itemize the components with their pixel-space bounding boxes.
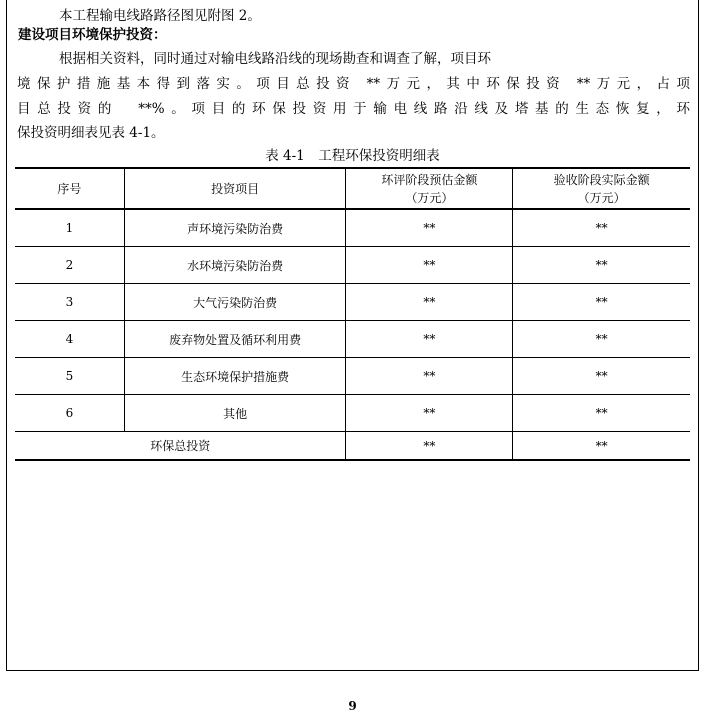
header-actual-label: 验收阶段实际金额 [553,172,650,187]
row-actual: ** [513,284,690,321]
total-row [15,432,690,461]
row-item: 生态环境保护措施费 [124,358,346,395]
row-item: 声环境污染防治费 [124,209,346,247]
section-heading: 建设项目环境保护投资： [18,27,167,43]
table-row [15,321,690,358]
row-index: 3 [15,284,124,321]
row-estimate: ** [346,284,513,321]
table-row [15,395,690,432]
row-actual: ** [513,247,690,284]
paragraph-line-2: 境保护措施基本得到落实。项目总投资 **万元，其中环保投资 **万元，占项 [17,76,690,92]
row-index: 5 [15,358,124,395]
row-item: 废弃物处置及循环利用费 [124,321,346,358]
row-item: 水环境污染防治费 [124,247,346,284]
header-estimate-label: 环评阶段预估金额 [381,172,478,187]
table-row [15,209,690,247]
table-row [15,284,690,321]
total-label: 环保总投资 [15,432,346,461]
table-row [15,247,690,284]
row-actual: ** [513,358,690,395]
paragraph-line-4: 保投资明细表见表 4-1。 [17,125,165,141]
row-actual: ** [513,209,690,247]
path-figure-note: 本工程输电线路路径图见附图 2。 [59,8,261,24]
row-actual: ** [513,395,690,432]
table-caption: 表 4-1 工程环保投资明细表 [265,148,440,164]
header-actual-unit: （万元） [577,190,626,205]
header-index: 序号 [15,168,124,209]
row-estimate: ** [346,247,513,284]
table-row [15,358,690,395]
header-item: 投资项目 [124,168,346,209]
header-estimate-unit: （万元） [405,190,454,205]
row-index: 4 [15,321,124,358]
row-estimate: ** [346,209,513,247]
header-estimate [346,168,513,209]
row-index: 6 [15,395,124,432]
paragraph-line-1: 根据相关资料，同时通过对输电线路沿线的现场勘查和调查了解，项目环 [59,51,491,67]
row-estimate: ** [346,395,513,432]
page-number: 9 [348,699,357,713]
total-estimate: ** [346,432,513,461]
row-estimate: ** [346,358,513,395]
row-item: 其他 [124,395,346,432]
row-index: 2 [15,247,124,284]
paragraph-line-3: 目总投资的 **%。项目的环保投资用于输电线路沿线及塔基的生态恢复，环 [17,101,690,117]
table-header-row [15,168,690,209]
row-estimate: ** [346,321,513,358]
row-actual: ** [513,321,690,358]
header-actual [513,168,690,209]
investment-table [15,167,690,461]
row-index: 1 [15,209,124,247]
row-item: 大气污染防治费 [124,284,346,321]
total-actual: ** [513,432,690,461]
